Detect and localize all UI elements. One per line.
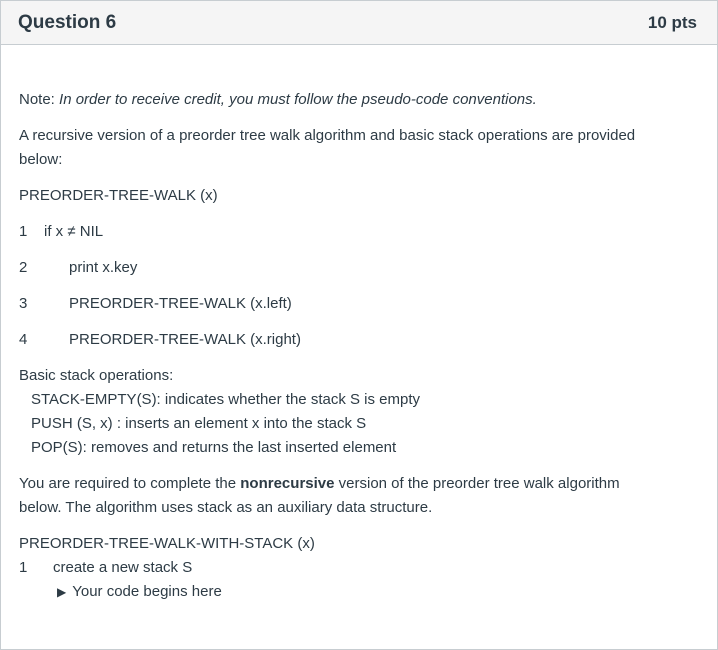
algo1-title: PREORDER-TREE-WALK (x) — [19, 187, 218, 204]
line-number: 1 — [19, 223, 28, 240]
note-text: In order to receive credit, you must follow the pseudo-code conventions. — [59, 91, 537, 108]
algo1-line-3 — [19, 294, 292, 314]
note-line — [19, 90, 537, 110]
play-arrow-icon: ▶ — [57, 585, 67, 599]
line-code: create a new stack S — [53, 559, 193, 576]
task-line-1 — [19, 474, 620, 494]
line-number: 1 — [19, 559, 28, 576]
line-code: print x.key — [69, 259, 138, 276]
stack-ops-title: Basic stack operations: — [19, 367, 174, 384]
task-bold: nonrecursive — [240, 475, 335, 492]
note-label: Note: — [19, 91, 55, 108]
algo1-line-4 — [19, 330, 301, 350]
line-number: 3 — [19, 295, 28, 312]
algo1-line-1 — [19, 222, 103, 242]
task-post: version of the preorder tree walk algorithm — [334, 475, 620, 492]
question-points: 10 pts — [647, 12, 697, 32]
line-code: PREORDER-TREE-WALK (x.left) — [69, 295, 292, 312]
stack-op-item: STACK-EMPTY(S): indicates whether the stack S is empty — [31, 391, 421, 408]
task-line-2: below. The algorithm uses stack as an auxiliary data structure. — [19, 499, 433, 516]
stack-op-item: PUSH (S, x) : inserts an element x into the stack S — [31, 415, 367, 432]
algo2-line-1 — [19, 558, 192, 578]
line-number: 2 — [19, 259, 28, 276]
line-number: 4 — [19, 331, 28, 348]
intro-line-1: A recursive version of a preorder tree walk algorithm and basic stack operations are provided — [19, 127, 636, 144]
line-code: PREORDER-TREE-WALK (x.right) — [69, 331, 301, 348]
question-title: Question 6 — [18, 11, 117, 33]
algo2-title: PREORDER-TREE-WALK-WITH-STACK (x) — [19, 535, 315, 552]
intro-line-2: below: — [19, 151, 63, 168]
stack-op-item: POP(S): removes and returns the last inserted element — [31, 439, 397, 456]
algo1-line-2 — [19, 258, 137, 278]
question-header — [1, 1, 717, 45]
line-code: if x ≠ NIL — [44, 223, 104, 240]
task-pre: You are required to complete the — [19, 475, 241, 492]
comment-text: Your code begins here — [72, 583, 222, 600]
algo2-comment — [57, 582, 222, 602]
